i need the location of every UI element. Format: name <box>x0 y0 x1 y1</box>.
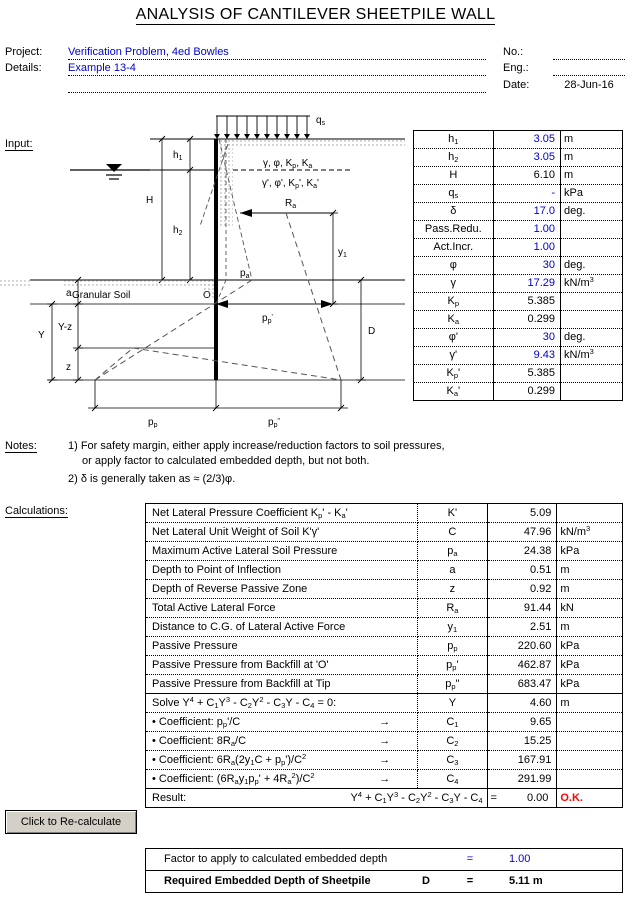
h1-label: $h_1$ <box>173 150 183 162</box>
calc-sym-C3: $C_3$ <box>418 751 487 770</box>
project-label: Project: <box>5 46 43 58</box>
calc-result-expr: Result: $Y^4 + C_1Y^3 - C_2Y^2 - C_3Y - C_4$ <box>146 789 488 808</box>
input-value-pass-redu[interactable]: 1.00 <box>493 221 560 239</box>
calc-desc-pp: Passive Pressure <box>146 637 418 656</box>
Ra-label: $R_a$ <box>285 198 297 210</box>
depth-sym: D <box>422 875 430 887</box>
calculations-table <box>145 503 623 808</box>
input-unit-h1: m <box>561 131 623 149</box>
input-label-act-incr: Act.Incr. <box>414 239 494 257</box>
input-unit-delta: deg. <box>561 203 623 221</box>
calc-value-C: 47.96 <box>487 523 557 542</box>
input-label-phi-prime: φ' <box>414 329 494 347</box>
input-value-phi[interactable]: 30 <box>493 257 560 275</box>
input-unit-Ka <box>561 311 623 329</box>
calc-unit-pp-prime: kPa <box>557 656 623 675</box>
table-row <box>414 365 623 383</box>
calc-unit-pa: kPa <box>557 542 623 561</box>
table-row <box>146 580 623 599</box>
table-row <box>146 849 623 871</box>
table-row <box>146 542 623 561</box>
input-value-h1[interactable]: 3.05 <box>493 131 560 149</box>
input-unit-H: m <box>561 167 623 185</box>
input-unit-Kp-prime <box>561 365 623 383</box>
calc-unit-C1 <box>557 713 623 732</box>
table-row <box>414 149 623 167</box>
calc-desc-solve-Y: Solve $Y^4 + C_1Y^3 - C_2Y^2 - C_3Y - C_4 = 0$: <box>146 694 418 713</box>
calc-value-a: 0.51 <box>487 561 557 580</box>
details-label: Details: <box>5 62 42 74</box>
table-row <box>414 347 623 365</box>
input-value-Ka: 0.299 <box>493 311 560 329</box>
calc-sym-K-prime: K' <box>418 504 487 523</box>
pp-prime-label: $p_p'$ <box>262 313 273 325</box>
calc-desc-C4: • Coefficient: $(6R_ay_1p_p' + 4R_a^2)/C^2$ → <box>146 770 418 789</box>
calc-unit-C4 <box>557 770 623 789</box>
calc-desc-C2: • Coefficient: $8R_a/C$ → <box>146 732 418 751</box>
calc-desc-C3: • Coefficient: $6R_a(2y_1C + p_p')/C^2$ → <box>146 751 418 770</box>
calc-value-pp-prime: 462.87 <box>487 656 557 675</box>
input-unit-pass-redu <box>561 221 623 239</box>
H-label: H <box>146 195 154 206</box>
calc-desc-pp-prime: Passive Pressure from Backfill at 'O' <box>146 656 418 675</box>
calc-unit-y1: m <box>557 618 623 637</box>
input-value-H: 6.10 <box>493 167 560 185</box>
calc-sym-Y: Y <box>418 694 487 713</box>
a-label: a <box>66 288 72 299</box>
calc-value-Y: 4.60 <box>487 694 557 713</box>
calc-unit-Y: m <box>557 694 623 713</box>
calc-value-z: 0.92 <box>487 580 557 599</box>
notes-label: Notes: <box>5 440 37 452</box>
table-row <box>414 203 623 221</box>
table-row <box>414 383 623 401</box>
table-row <box>146 599 623 618</box>
table-row <box>146 656 623 675</box>
project-input[interactable]: Verification Problem, 4ed Bowles <box>68 46 486 60</box>
calc-unit-pp: kPa <box>557 637 623 656</box>
calc-value-pa: 24.38 <box>487 542 557 561</box>
input-value-h2[interactable]: 3.05 <box>493 149 560 167</box>
input-value-qs[interactable]: - <box>493 185 560 203</box>
depth-label: Required Embedded Depth of Sheetpile <box>164 875 371 887</box>
calc-value-Ra: 91.44 <box>487 599 557 618</box>
input-label-gamma: γ <box>414 275 494 293</box>
table-row <box>146 618 623 637</box>
granular-soil-label: Granular Soil <box>72 290 131 301</box>
h2-label: $h_2$ <box>173 225 183 237</box>
page-title-text: ANALYSIS OF CANTILEVER SHEETPILE WALL <box>135 6 496 23</box>
details-extra-input[interactable] <box>68 80 486 93</box>
calc-sym-pp-prime: $p_p'$ <box>418 656 487 675</box>
input-label-phi: φ <box>414 257 494 275</box>
calc-unit-C3 <box>557 751 623 770</box>
input-section-label: Input: <box>5 138 33 150</box>
calc-value-K-prime: 5.09 <box>487 504 557 523</box>
pp-label: $p_p$ <box>148 417 158 428</box>
input-unit-Ka-prime <box>561 383 623 401</box>
calc-unit-Ra: kN <box>557 599 623 618</box>
date-value: 28-Jun-16 <box>564 79 614 91</box>
calc-unit-a: m <box>557 561 623 580</box>
factor-sym <box>405 849 447 871</box>
table-row <box>146 561 623 580</box>
table-row <box>146 637 623 656</box>
table-row <box>146 713 623 732</box>
page-title <box>0 6 631 24</box>
input-unit-h2: m <box>561 149 623 167</box>
calc-value-y1: 2.51 <box>487 618 557 637</box>
calc-value-C1: 9.65 <box>487 713 557 732</box>
factor-eq: = <box>447 849 493 871</box>
details-input[interactable]: Example 13-4 <box>68 62 486 76</box>
soil-upper-label: γ, φ, $K_p$, $K_a$ <box>263 158 313 170</box>
input-label-Kp-prime: $K_p'$ <box>414 365 494 383</box>
table-row <box>414 293 623 311</box>
D-label: D <box>368 326 376 337</box>
input-label-H: H <box>414 167 494 185</box>
Y-z-label: Y-z <box>58 322 73 333</box>
calc-result-value: = 0.00 <box>487 789 557 808</box>
depth-value: 5.11 m <box>509 875 543 887</box>
calc-desc-a: Depth to Point of Inflection <box>146 561 418 580</box>
qs-label: $q_s$ <box>316 115 326 127</box>
input-value-act-incr[interactable]: 1.00 <box>493 239 560 257</box>
pp-dprime-label: $p_p^"$ <box>268 417 280 428</box>
calc-unit-C2 <box>557 732 623 751</box>
table-row <box>146 523 623 542</box>
table-row <box>414 239 623 257</box>
calculations-section-label: Calculations: <box>5 505 68 517</box>
table-row <box>414 329 623 347</box>
table-row <box>414 167 623 185</box>
pa-label: $p_a$ <box>240 268 250 280</box>
calc-desc-Ra: Total Active Lateral Force <box>146 599 418 618</box>
input-value-Kp-prime: 5.385 <box>493 365 560 383</box>
table-row <box>414 185 623 203</box>
calc-unit-pp-dprime: kPa <box>557 675 623 694</box>
note-2: 2) δ is generally taken as ≈ (2/3)φ. <box>68 473 236 485</box>
input-label-gamma-prime: γ' <box>414 347 494 365</box>
calc-sym-pp: $p_p$ <box>418 637 487 656</box>
calc-value-C2: 15.25 <box>487 732 557 751</box>
y1-label: $y_1$ <box>338 247 347 259</box>
soil-lower-label: γ', φ', $K_p'$, $K_a'$ <box>262 178 319 190</box>
input-label-Kp: $K_p$ <box>414 293 494 311</box>
input-label-Ka: $K_a$ <box>414 311 494 329</box>
date-label: Date: <box>503 79 530 91</box>
calc-desc-pp-dprime: Passive Pressure from Backfill at Tip <box>146 675 418 694</box>
input-value-gamma[interactable]: 17.29 <box>493 275 560 293</box>
input-label-pass-redu: Pass.Redu. <box>414 221 494 239</box>
calc-unit-K-prime <box>557 504 623 523</box>
calc-value-C3: 167.91 <box>487 751 557 770</box>
table-row <box>414 131 623 149</box>
table-row <box>146 751 623 770</box>
eng-input[interactable] <box>553 62 625 76</box>
input-unit-gamma-prime: $kN/m^3$ <box>561 347 623 365</box>
input-unit-act-incr <box>561 239 623 257</box>
calc-desc-C1: • Coefficient: $p_p'/C$ → <box>146 713 418 732</box>
input-unit-phi: deg. <box>561 257 623 275</box>
recalculate-button[interactable]: Click to Re-calculate <box>5 810 137 834</box>
calc-desc-y1: Distance to C.G. of Lateral Active Force <box>146 618 418 637</box>
water-table-icon <box>106 164 122 179</box>
input-label-qs: $q_s$ <box>414 185 494 203</box>
calc-desc-pa: Maximum Active Lateral Soil Pressure <box>146 542 418 561</box>
calc-sym-C2: $C_2$ <box>418 732 487 751</box>
table-row <box>146 770 623 789</box>
table-row <box>146 871 623 893</box>
input-label-h1: $h_1$ <box>414 131 494 149</box>
calc-sym-pa: $p_a$ <box>418 542 487 561</box>
input-label-h2: $h_2$ <box>414 149 494 167</box>
input-parameters-table <box>413 130 623 401</box>
calc-value-pp-dprime: 683.47 <box>487 675 557 694</box>
eng-label: Eng.: <box>503 62 529 74</box>
factor-value[interactable]: 1.00 <box>493 849 623 871</box>
table-row <box>414 275 623 293</box>
input-value-phi-prime[interactable]: 30 <box>493 329 560 347</box>
status-badge: O.K. <box>557 789 623 808</box>
calc-sym-z: z <box>418 580 487 599</box>
table-row <box>146 789 623 808</box>
table-row <box>414 221 623 239</box>
input-label-Ka-prime: $K_a'$ <box>414 383 494 401</box>
table-row <box>146 675 623 694</box>
depth-eq: = <box>466 875 474 887</box>
input-unit-gamma: $kN/m^3$ <box>561 275 623 293</box>
no-input[interactable] <box>553 46 625 60</box>
table-row <box>146 732 623 751</box>
calc-desc-z: Depth of Reverse Passive Zone <box>146 580 418 599</box>
calc-desc-K-prime: Net Lateral Pressure Coefficient $K_p' - K_a'$ <box>146 504 418 523</box>
calc-desc-C: Net Lateral Unit Weight of Soil K'γ' <box>146 523 418 542</box>
input-unit-phi-prime: deg. <box>561 329 623 347</box>
calc-sym-C: C <box>418 523 487 542</box>
input-value-delta[interactable]: 17.0 <box>493 203 560 221</box>
z-label: z <box>66 362 71 373</box>
calc-sym-C4: $C_4$ <box>418 770 487 789</box>
table-row <box>414 311 623 329</box>
input-value-Ka-prime: 0.299 <box>493 383 560 401</box>
calc-sym-a: a <box>418 561 487 580</box>
calc-result-label: Result: <box>152 791 187 804</box>
calc-unit-C: $kN/m^3$ <box>557 523 623 542</box>
calc-sym-y1: $y_1$ <box>418 618 487 637</box>
calc-sym-Ra: $R_a$ <box>418 599 487 618</box>
calc-value-pp: 220.60 <box>487 637 557 656</box>
input-unit-qs: kPa <box>561 185 623 203</box>
table-row <box>414 257 623 275</box>
note-1: 1) For safety margin, either apply increase/reduction factors to soil pressures, <box>68 440 445 452</box>
sheetpile-diagram <box>0 108 405 428</box>
calc-sym-C1: $C_1$ <box>418 713 487 732</box>
input-label-delta: δ <box>414 203 494 221</box>
no-label: No.: <box>503 46 524 58</box>
calc-sym-pp-dprime: $p_p$" <box>418 675 487 694</box>
factor-label: Factor to apply to calculated embedded depth <box>146 849 406 871</box>
input-value-Kp: 5.385 <box>493 293 560 311</box>
table-row <box>146 694 623 713</box>
input-unit-Kp <box>561 293 623 311</box>
input-value-gamma-prime[interactable]: 9.43 <box>493 347 560 365</box>
calc-unit-z: m <box>557 580 623 599</box>
note-1-cont: or apply factor to calculated embedded depth, but not both. <box>82 455 370 467</box>
Y-label: Y <box>38 330 45 341</box>
table-row <box>146 504 623 523</box>
calc-value-C4: 291.99 <box>487 770 557 789</box>
final-result-table <box>145 848 623 893</box>
